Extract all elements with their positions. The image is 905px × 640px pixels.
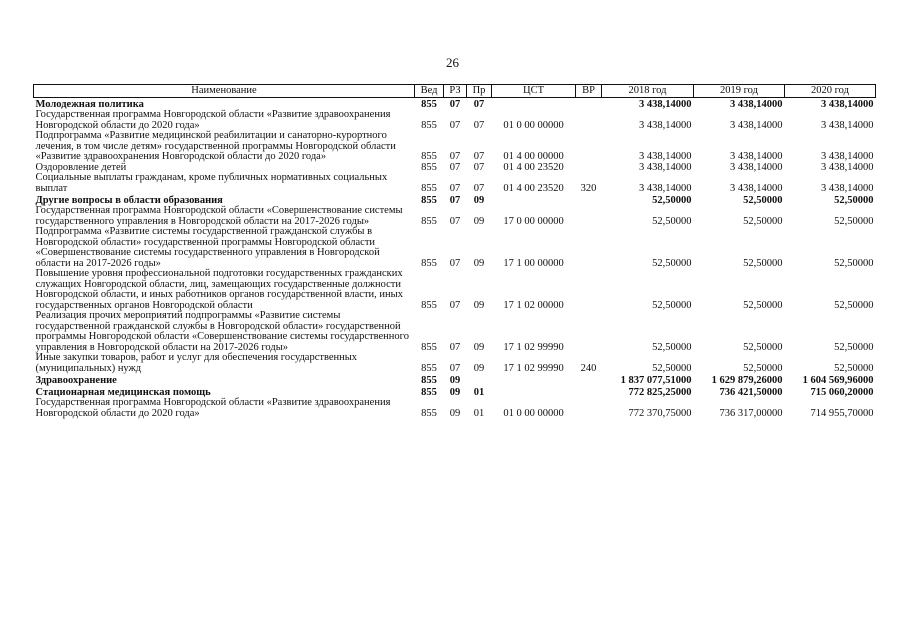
row-pr: 09 — [473, 215, 485, 227]
row-2019: 736 317,00000 — [719, 407, 783, 419]
row-name: Государственная программа Новгородской области «Развитие здравоохранения Новгородской области до 2020 года» — [35, 109, 391, 131]
row-rz: 07 — [449, 182, 461, 194]
row-name: Государственная программа Новгородской области «Развитие здравоохранения Новгородской области до 2020 года» — [35, 397, 391, 419]
row-rz: 07 — [449, 257, 461, 269]
row-2018: 52,50000 — [652, 299, 692, 311]
row-ved: 855 — [421, 119, 437, 131]
row-cst: 01 4 00 00000 — [503, 151, 564, 162]
row-2018: 3 438,14000 — [639, 119, 692, 131]
row-rz: 07 — [449, 161, 461, 173]
table-header — [34, 85, 876, 98]
table-row — [34, 206, 876, 227]
row-2020: 3 438,14000 — [821, 151, 874, 162]
row-name: Повышение уровня профессиональной подготовки государственных гражданских служащих Новгородской области, лиц, замещающих государственные должности Новгородской области, и иных работников органов государственной власти, иных государственных органов Новгородской области — [35, 268, 403, 311]
header-vr: ВР — [576, 85, 602, 98]
row-2018: 52,50000 — [652, 194, 692, 206]
row-pr — [467, 374, 492, 386]
header-ved: Вед — [415, 85, 444, 98]
row-vr — [576, 227, 602, 269]
row-pr: 07 — [473, 98, 485, 110]
row-pr: 07 — [473, 161, 485, 173]
row-pr: 01 — [473, 407, 485, 419]
row-pr: 07 — [473, 119, 485, 131]
row-rz: 07 — [449, 194, 461, 206]
row-2019: 3 438,14000 — [730, 119, 783, 131]
row-2020: 714 955,70000 — [810, 407, 874, 419]
row-pr: 09 — [473, 194, 485, 206]
row-2020: 3 438,14000 — [821, 98, 874, 110]
row-2020: 52,50000 — [834, 257, 874, 269]
row-2020: 52,50000 — [834, 215, 874, 227]
header-name: Наименование — [34, 85, 415, 98]
row-2020: 52,50000 — [834, 341, 874, 353]
row-2019: 736 421,50000 — [719, 386, 783, 398]
row-ved: 855 — [421, 374, 437, 386]
row-2020: 3 438,14000 — [821, 119, 874, 131]
row-vr — [576, 386, 602, 398]
row-cst: 01 0 00 00000 — [503, 119, 564, 131]
row-name: Подпрограмма «Развитие медицинской реабилитации и санаторно-курортного лечения, в том числе детям» государственной программы Новгородской области «Развитие здравоохранения Новгородской области до 2020 года» — [35, 130, 396, 162]
row-2019: 3 438,14000 — [730, 151, 783, 162]
row-rz: 07 — [449, 362, 461, 374]
row-vr — [576, 98, 602, 111]
row-name: Здравоохранение — [35, 374, 117, 386]
row-2019: 52,50000 — [743, 341, 783, 353]
row-name: Государственная программа Новгородской области «Совершенствование системы государственного управления в Новгородской области на 2017-2026 годы» — [35, 205, 403, 227]
row-vr: 240 — [580, 362, 597, 374]
budget-table — [33, 84, 876, 419]
row-rz: 09 — [449, 407, 461, 419]
row-2018: 3 438,14000 — [639, 98, 692, 110]
table-row — [34, 227, 876, 269]
row-2019: 52,50000 — [743, 194, 783, 206]
row-rz: 09 — [449, 374, 461, 386]
row-ved: 855 — [421, 98, 437, 110]
row-2018: 772 370,75000 — [628, 407, 692, 419]
row-ved: 855 — [421, 257, 437, 269]
row-2019: 1 629 879,26000 — [711, 374, 783, 386]
row-2018: 772 825,25000 — [628, 386, 692, 398]
row-2020: 3 438,14000 — [821, 161, 874, 173]
table-row — [34, 131, 876, 163]
row-name: Реализация прочих мероприятий подпрограммы «Развитие системы государственной гражданской службы в Новгородской области» государственной программы Новгородской области «Совершенствование системы государственного управления в Новгородской области на 2017-2026 годы» — [35, 310, 409, 353]
row-pr: 09 — [473, 299, 485, 311]
row-name: Социальные выплаты гражданам, кроме публичных нормативных социальных выплат — [35, 172, 388, 194]
row-2019: 52,50000 — [743, 362, 783, 374]
row-vr — [576, 374, 602, 386]
row-vr — [576, 269, 602, 311]
row-2020: 715 060,20000 — [810, 386, 874, 398]
row-ved: 855 — [421, 182, 437, 194]
row-ved: 855 — [421, 215, 437, 227]
row-name: Молодежная политика — [35, 98, 144, 110]
row-ved: 855 — [421, 407, 437, 419]
row-vr: 320 — [580, 182, 597, 194]
row-ved: 855 — [421, 386, 437, 398]
row-cst: 01 4 00 23520 — [503, 161, 564, 173]
row-ved: 855 — [421, 161, 437, 173]
row-cst — [492, 374, 576, 386]
row-2018: 3 438,14000 — [639, 161, 692, 173]
page-number: 26 — [446, 55, 459, 70]
row-pr: 01 — [473, 386, 485, 398]
row-vr — [576, 194, 602, 206]
row-cst: 01 4 00 23520 — [503, 182, 564, 194]
row-pr: 07 — [473, 151, 485, 162]
header-2020: 2020 год — [785, 85, 876, 98]
row-cst: 17 0 00 00000 — [503, 215, 564, 227]
row-name: Иные закупки товаров, работ и услуг для обеспечения государственных (муниципальных) нужд — [35, 352, 358, 374]
row-cst — [492, 194, 576, 206]
row-vr — [576, 131, 602, 163]
row-2019: 3 438,14000 — [730, 161, 783, 173]
row-vr — [576, 398, 602, 419]
row-ved: 855 — [421, 341, 437, 353]
row-rz: 07 — [449, 341, 461, 353]
row-2019: 52,50000 — [743, 257, 783, 269]
row-pr: 07 — [473, 182, 485, 194]
row-cst: 17 1 02 99990 — [503, 341, 564, 353]
row-2019: 52,50000 — [743, 215, 783, 227]
header-2018: 2018 год — [602, 85, 694, 98]
row-2019: 52,50000 — [743, 299, 783, 311]
row-rz: 07 — [449, 215, 461, 227]
table-row — [34, 173, 876, 194]
row-vr — [576, 163, 602, 174]
row-rz: 07 — [449, 98, 461, 110]
row-name: Стационарная медицинская помощь — [35, 386, 211, 398]
table-row — [34, 374, 876, 386]
row-vr — [576, 206, 602, 227]
row-ved: 855 — [421, 194, 437, 206]
row-2018: 52,50000 — [652, 362, 692, 374]
table-row — [34, 311, 876, 353]
row-2019: 3 438,14000 — [730, 98, 783, 110]
row-2020: 1 604 569,96000 — [802, 374, 874, 386]
row-pr: 09 — [473, 362, 485, 374]
row-2020: 52,50000 — [834, 299, 874, 311]
row-vr — [576, 110, 602, 131]
row-cst — [492, 386, 576, 398]
row-2018: 3 438,14000 — [639, 182, 692, 194]
row-name: Оздоровление детей — [35, 161, 127, 173]
table-row — [34, 398, 876, 419]
row-pr: 09 — [473, 257, 485, 269]
table-row — [34, 269, 876, 311]
row-2018: 52,50000 — [652, 215, 692, 227]
row-cst: 17 1 00 00000 — [503, 257, 564, 269]
row-name: Другие вопросы в области образования — [35, 194, 223, 206]
row-name: Подпрограмма «Развитие системы государственной гражданской службы в Новгородской области» государственной программы Новгородской области «Совершенствование системы государственного управления в Новгородской области на 2017-2026 годы» — [35, 226, 380, 269]
row-pr: 09 — [473, 341, 485, 353]
row-2018: 3 438,14000 — [639, 151, 692, 162]
header-rz: РЗ — [444, 85, 467, 98]
row-ved: 855 — [421, 362, 437, 374]
row-2020: 52,50000 — [834, 362, 874, 374]
row-2018: 1 837 077,51000 — [620, 374, 692, 386]
row-rz: 07 — [449, 299, 461, 311]
row-rz: 09 — [449, 386, 461, 398]
row-cst — [492, 98, 576, 111]
table-row — [34, 110, 876, 131]
row-2018: 52,50000 — [652, 257, 692, 269]
header-2019: 2019 год — [694, 85, 785, 98]
header-pr: Пр — [467, 85, 492, 98]
row-rz: 07 — [449, 119, 461, 131]
row-2020: 52,50000 — [834, 194, 874, 206]
row-cst: 17 1 02 99990 — [503, 362, 564, 374]
row-ved: 855 — [421, 299, 437, 311]
row-vr — [576, 311, 602, 353]
row-2020: 3 438,14000 — [821, 182, 874, 194]
row-2018: 52,50000 — [652, 341, 692, 353]
row-rz: 07 — [449, 151, 461, 162]
row-cst: 01 0 00 00000 — [503, 407, 564, 419]
row-2019: 3 438,14000 — [730, 182, 783, 194]
header-cst: ЦСТ — [492, 85, 576, 98]
row-cst: 17 1 02 00000 — [503, 299, 564, 311]
table-row — [34, 353, 876, 374]
row-ved: 855 — [421, 151, 437, 162]
